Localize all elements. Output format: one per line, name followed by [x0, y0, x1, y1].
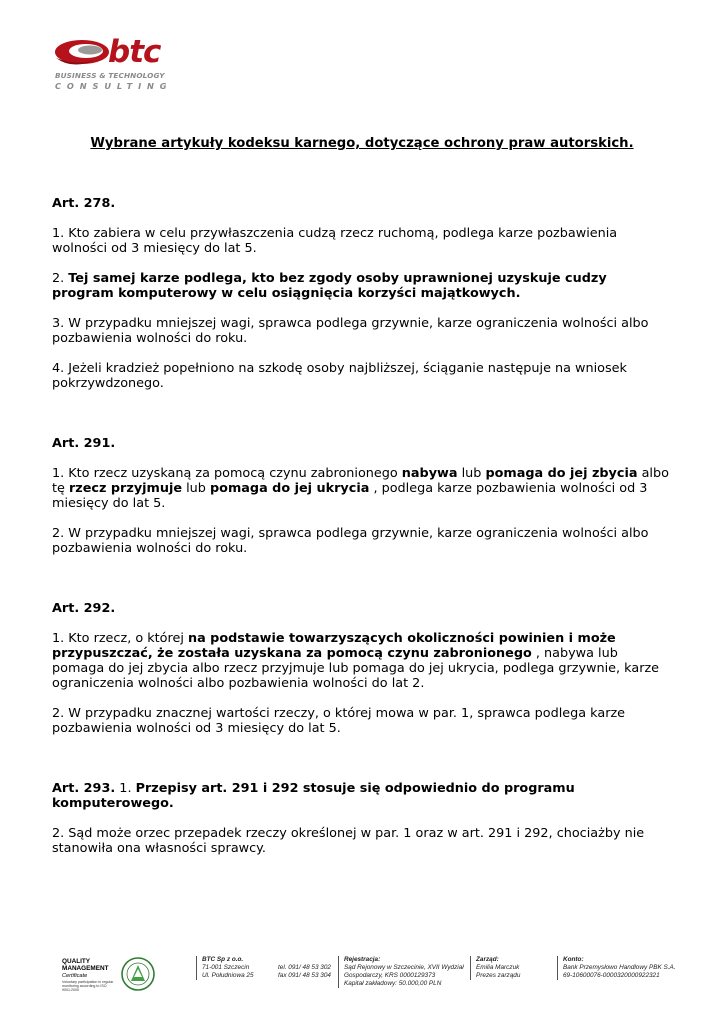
article-291-text-4: lub	[182, 481, 210, 496]
footer-registration-capital: Kapitał zakładowy: 50.000,00 PLN	[344, 980, 442, 987]
article-278-par-3: 3. W przypadku mniejszej wagi, sprawca podlega grzywnie, karze ograniczenia wolności albo pozbawienia wolności do roku.	[52, 316, 649, 346]
article-293-par-1-num: 1.	[115, 781, 136, 796]
article-278-par-2-num: 2.	[52, 271, 69, 286]
article-278-par-2-text: Tej samej karze podlega, kto bez zgody osoby uprawnionej uzyskuje cudzy program komputerowy w celu osiągnięcia korzyści majątkowych.	[52, 271, 607, 301]
quality-certificate	[62, 956, 156, 992]
footer-board-name: Emilia Marczuk	[476, 964, 520, 971]
footer-fax: fax 091/ 48 53 304	[278, 972, 331, 979]
article-278-par-4: 4. Jeżeli kradzież popełniono na szkodę osoby najbliższej, ściąganie następuje na wniosek pokrzywdzonego.	[52, 361, 627, 391]
footer-account-label: Konto:	[563, 956, 584, 963]
logo-tagline-consulting: CONSULTING	[55, 81, 173, 91]
article-278-par-2	[52, 271, 672, 301]
article-292-par-2: 2. W przypadku znacznej wartości rzeczy, o której mowa w par. 1, sprawca podlega karze pozbawienia wolności od 3 miesięcy do lat 5.	[52, 706, 626, 736]
company-logo	[52, 36, 172, 92]
article-291-heading: Art. 291.	[52, 436, 116, 451]
cert-line-1: QUALITY	[62, 958, 91, 965]
footer-registration-label: Rejestracja:	[344, 956, 381, 963]
article-291-bold-3: rzecz przyjmuje	[68, 481, 183, 496]
logo-wordmark: btc	[108, 34, 161, 70]
quality-seal-icon	[120, 956, 156, 992]
footer-board	[470, 956, 520, 980]
article-291-par-2: 2. W przypadku mniejszej wagi, sprawca podlega grzywnie, karze ograniczenia wolności albo pozbawienia wolności do roku.	[52, 526, 649, 556]
page-footer	[0, 948, 724, 998]
article-291-text-5: , podlega karze pozbawienia wolności od 3 miesięcy do lat 5.	[52, 481, 648, 511]
article-291-bold-4: pomaga do jej ukrycia	[210, 481, 370, 496]
footer-board-role: Prezes zarządu	[476, 972, 521, 979]
footer-company-city: 71-001 Szczecin	[202, 964, 250, 971]
footer-tel: tel. 091/ 48 53 302	[278, 964, 331, 971]
document-body	[52, 196, 672, 856]
cert-line-2: MANAGEMENT	[62, 965, 109, 972]
article-291-text-2: lub	[457, 466, 486, 481]
footer-registration-krs: Gospodarczy, KRS 0000129373	[344, 972, 436, 979]
footer-phone	[278, 964, 331, 980]
article-292-par-1	[52, 631, 672, 691]
logo-swoosh-icon	[52, 36, 112, 72]
footer-registration	[338, 956, 464, 988]
article-278-par-1: 1. Kto zabiera w celu przywłaszczenia cudzą rzecz ruchomą, podlega karze pozbawienia wolności od 3 miesięcy do lat 5.	[52, 226, 618, 256]
article-293-par-1-text: Przepisy art. 291 i 292 stosuje się odpowiednio do programu komputerowego.	[52, 781, 575, 811]
article-292-text-2: , nabywa lub pomaga do jej zbycia albo rzecz przyjmuje lub pomaga do jej ukrycia, podlega grzywnie, karze ograniczenia wolności albo pozbawienia wolności do lat 2.	[52, 646, 660, 691]
article-291-text-3: albo tę	[52, 466, 669, 496]
article-292-heading: Art. 292.	[52, 601, 116, 616]
article-293-heading: Art. 293.	[52, 781, 116, 796]
footer-company	[196, 956, 254, 980]
article-292-bold-1: na podstawie towarzyszących okoliczności powinien i może przypuszczać, że została uzyskana za pomocą czynu zabronionego	[52, 631, 616, 661]
article-292-text-1: 1. Kto rzecz, o której	[52, 631, 188, 646]
article-291-par-1	[52, 466, 672, 511]
article-291-text-1: 1. Kto rzecz uzyskaną za pomocą czynu zabronionego	[52, 466, 402, 481]
cert-line-3: Certificate	[62, 973, 88, 979]
footer-account	[557, 956, 676, 980]
article-293-heading-line	[52, 781, 672, 811]
footer-company-name: BTC Sp z o.o.	[202, 956, 244, 963]
footer-account-bank: Bank Przemysłowo Handlowy PBK S.A.	[563, 964, 676, 971]
footer-registration-court: Sąd Rejonowy w Szczecinie, XVII Wydział	[344, 964, 464, 971]
article-293-par-2: 2. Sąd może orzec przepadek rzeczy określonej w par. 1 oraz w art. 291 i 292, chociażby nie stanowiła ona własności sprawcy.	[52, 826, 645, 856]
article-291-bold-1: nabywa	[401, 466, 458, 481]
article-291-bold-2: pomaga do jej zbycia	[485, 466, 638, 481]
footer-company-street: Ul. Południowa 25	[202, 972, 254, 979]
footer-account-number: 69-10600076-0000320000922321	[563, 972, 660, 979]
footer-board-label: Zarząd:	[476, 956, 499, 963]
cert-line-4: Voluntary participation in regular monitoring according to ISO 9001:2000	[62, 980, 114, 992]
article-278-heading: Art. 278.	[52, 196, 116, 211]
document-title: Wybrane artykuły kodeksu karnego, dotyczące ochrony praw autorskich.	[90, 136, 634, 151]
logo-tagline: BUSINESS & TECHNOLOGY	[55, 71, 165, 80]
